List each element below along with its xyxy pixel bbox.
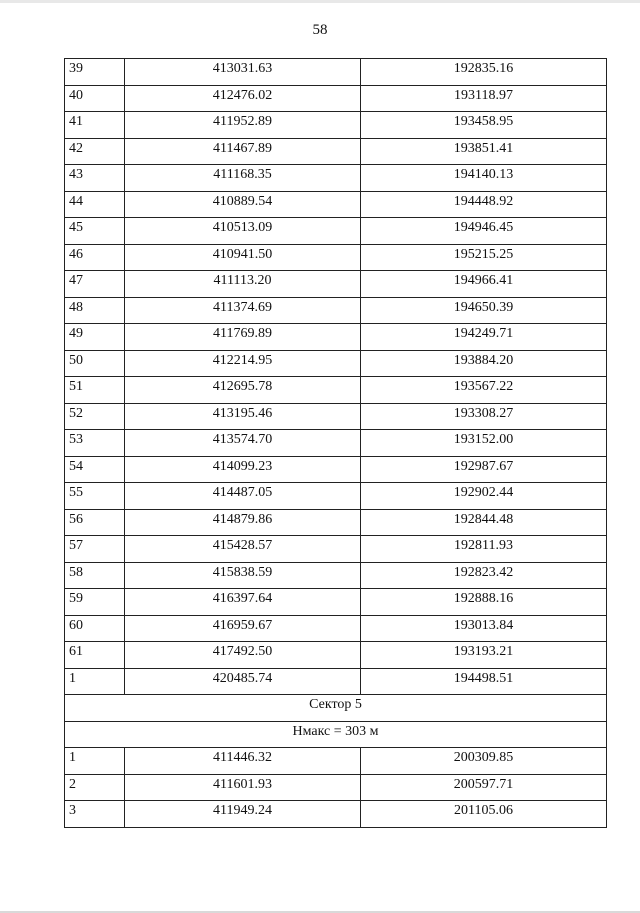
table-row [65,589,607,616]
table-row [65,218,607,245]
point-number: 56 [65,509,125,536]
point-number: 58 [65,562,125,589]
y-coordinate: 195215.25 [361,244,607,271]
point-number: 59 [65,589,125,616]
x-coordinate: 414487.05 [125,483,361,510]
y-coordinate: 194966.41 [361,271,607,298]
table-row [65,642,607,669]
point-number: 51 [65,377,125,404]
table-row [65,748,607,775]
table-row [65,191,607,218]
table-row [65,138,607,165]
page-number: 58 [312,22,328,38]
y-coordinate: 194650.39 [361,297,607,324]
y-coordinate: 193152.00 [361,430,607,457]
y-coordinate: 194448.92 [361,191,607,218]
point-number: 60 [65,615,125,642]
table-row [65,324,607,351]
table-row [65,562,607,589]
y-coordinate: 192888.16 [361,589,607,616]
y-coordinate: 192902.44 [361,483,607,510]
x-coordinate: 415838.59 [125,562,361,589]
y-coordinate: 193013.84 [361,615,607,642]
x-coordinate: 413031.63 [125,59,361,86]
y-coordinate: 194498.51 [361,668,607,695]
table-row [65,165,607,192]
table-row [65,85,607,112]
y-coordinate: 200309.85 [361,748,607,775]
point-number: 46 [65,244,125,271]
point-number: 47 [65,271,125,298]
point-number: 3 [65,801,125,828]
section-hmax-row [65,721,607,748]
point-number: 48 [65,297,125,324]
point-number: 41 [65,112,125,139]
section-hmax: Нмакс = 303 м [65,721,607,748]
table-row [65,350,607,377]
x-coordinate: 414099.23 [125,456,361,483]
table-row [65,774,607,801]
point-number: 2 [65,774,125,801]
table-row [65,297,607,324]
point-number: 52 [65,403,125,430]
y-coordinate: 193193.21 [361,642,607,669]
y-coordinate: 193567.22 [361,377,607,404]
table-body-top [65,59,607,695]
x-coordinate: 411601.93 [125,774,361,801]
y-coordinate: 192811.93 [361,536,607,563]
table-row [65,456,607,483]
x-coordinate: 416397.64 [125,589,361,616]
table-row [65,403,607,430]
point-number: 42 [65,138,125,165]
x-coordinate: 416959.67 [125,615,361,642]
point-number: 50 [65,350,125,377]
section-header [65,695,607,748]
point-number: 49 [65,324,125,351]
x-coordinate: 412476.02 [125,85,361,112]
section-title: Сектор 5 [65,695,607,722]
x-coordinate: 410889.54 [125,191,361,218]
x-coordinate: 412695.78 [125,377,361,404]
scan-edge [0,0,640,3]
y-coordinate: 193851.41 [361,138,607,165]
table-row [65,801,607,828]
point-number: 61 [65,642,125,669]
point-number: 44 [65,191,125,218]
x-coordinate: 411113.20 [125,271,361,298]
y-coordinate: 194946.45 [361,218,607,245]
point-number: 1 [65,668,125,695]
x-coordinate: 411374.69 [125,297,361,324]
table-row [65,244,607,271]
y-coordinate: 193118.97 [361,85,607,112]
y-coordinate: 194140.13 [361,165,607,192]
table-row [65,668,607,695]
x-coordinate: 411467.89 [125,138,361,165]
y-coordinate: 193884.20 [361,350,607,377]
table-row [65,112,607,139]
x-coordinate: 413195.46 [125,403,361,430]
table-row [65,271,607,298]
table-row [65,536,607,563]
y-coordinate: 194249.71 [361,324,607,351]
y-coordinate: 201105.06 [361,801,607,828]
y-coordinate: 193308.27 [361,403,607,430]
x-coordinate: 412214.95 [125,350,361,377]
y-coordinate: 192987.67 [361,456,607,483]
x-coordinate: 411168.35 [125,165,361,192]
y-coordinate: 193458.95 [361,112,607,139]
y-coordinate: 200597.71 [361,774,607,801]
coordinates-table [64,58,607,828]
x-coordinate: 413574.70 [125,430,361,457]
table-row [65,483,607,510]
table-body-bottom [65,748,607,828]
point-number: 55 [65,483,125,510]
x-coordinate: 415428.57 [125,536,361,563]
x-coordinate: 411769.89 [125,324,361,351]
point-number: 40 [65,85,125,112]
table-row [65,430,607,457]
point-number: 39 [65,59,125,86]
x-coordinate: 420485.74 [125,668,361,695]
point-number: 45 [65,218,125,245]
point-number: 54 [65,456,125,483]
x-coordinate: 414879.86 [125,509,361,536]
x-coordinate: 410941.50 [125,244,361,271]
x-coordinate: 410513.09 [125,218,361,245]
table-row [65,59,607,86]
x-coordinate: 411952.89 [125,112,361,139]
x-coordinate: 411446.32 [125,748,361,775]
point-number: 1 [65,748,125,775]
table-row [65,615,607,642]
point-number: 53 [65,430,125,457]
table-row [65,509,607,536]
y-coordinate: 192844.48 [361,509,607,536]
section-title-row [65,695,607,722]
x-coordinate: 411949.24 [125,801,361,828]
table-row [65,377,607,404]
y-coordinate: 192835.16 [361,59,607,86]
x-coordinate: 417492.50 [125,642,361,669]
y-coordinate: 192823.42 [361,562,607,589]
point-number: 57 [65,536,125,563]
point-number: 43 [65,165,125,192]
